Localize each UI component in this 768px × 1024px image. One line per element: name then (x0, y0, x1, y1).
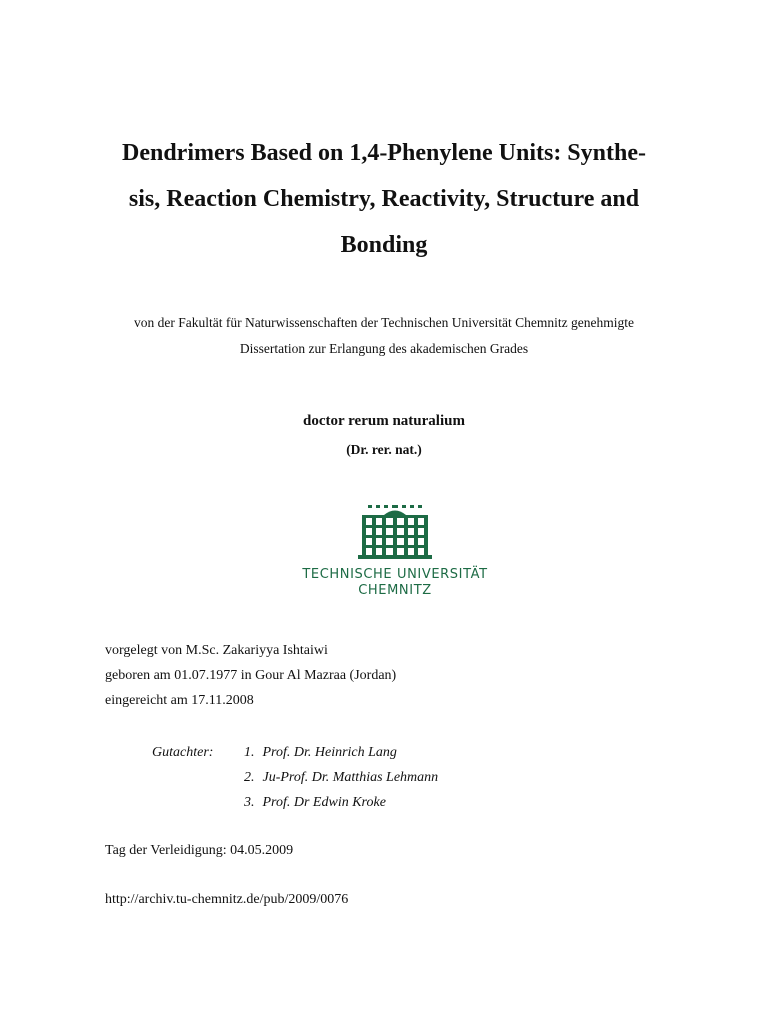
defense-date: Tag der Verleidigung: 04.05.2009 (105, 843, 294, 858)
logo-text-line-2: CHEMNITZ (358, 583, 432, 598)
logo-text-line-1: TECHNISCHE UNIVERSITÄT (302, 567, 488, 582)
author-info (105, 638, 396, 713)
dissertation-title (80, 130, 688, 268)
title-line-3: Bonding (340, 232, 428, 258)
submitted-by: vorgelegt von M.Sc. Zakariyya Ishtaiwi (105, 643, 328, 658)
degree-name: doctor rerum naturalium (303, 413, 465, 429)
reviewer-name: Ju-Prof. Dr. Matthias Lehmann (262, 770, 439, 785)
reviewer-number: 3. (244, 795, 255, 810)
faculty-statement (60, 310, 708, 362)
reviewer-number: 1. (244, 745, 255, 760)
faculty-line-2: Dissertation zur Erlangung des akademischen Grades (239, 341, 529, 356)
title-line-2: sis, Reaction Chemistry, Reactivity, Structure and (128, 186, 640, 212)
submission-date: eingereicht am 17.11.2008 (105, 693, 254, 708)
reviewer-list (244, 740, 564, 815)
reviewer-item (244, 740, 564, 765)
university-logo (300, 505, 490, 600)
degree-abbreviation: (Dr. rer. nat.) (346, 442, 422, 457)
reviewer-item (244, 765, 564, 790)
archive-url[interactable]: http://archiv.tu-chemnitz.de/pub/2009/0076 (105, 892, 349, 907)
reviewers-label: Gutachter: (152, 745, 214, 760)
reviewer-name: Prof. Dr. Heinrich Lang (262, 745, 397, 760)
reviewer-number: 2. (244, 770, 255, 785)
faculty-line-1: von der Fakultät für Naturwissenschaften der Technischen Universität Chemnitz genehmigte (133, 315, 635, 330)
title-line-1: Dendrimers Based on 1,4-Phenylene Units: Synthe- (121, 140, 646, 166)
birth-info: geboren am 01.07.1977 in Gour Al Mazraa (Jordan) (105, 668, 397, 683)
reviewer-name: Prof. Dr Edwin Kroke (262, 795, 386, 810)
university-building-icon (358, 505, 432, 561)
reviewer-item (244, 790, 564, 815)
